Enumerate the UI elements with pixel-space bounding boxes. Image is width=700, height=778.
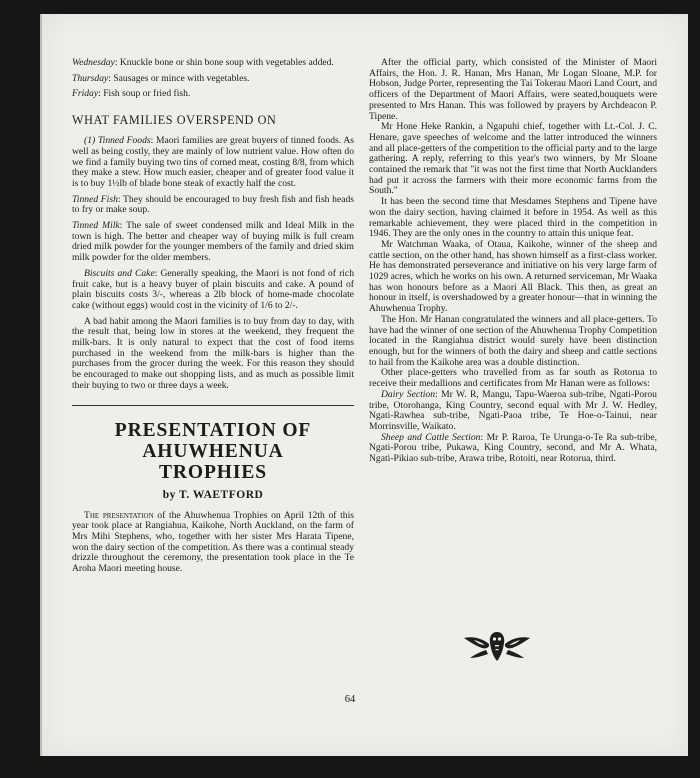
paragraph-bad-habit: A bad habit among the Maori families is to buy from day to day, with the result that, being low in stores at the weekend, they frequent the milk-bars. It is only natural to expect that the cost of food items purchased in the weekend from the milk-bars is higher than the purchases from the grocer during the week. For this reason they should be encouraged to make out shopping lists, and as much as possible limit their buying to two or three days a week. [72, 315, 354, 391]
page-number: 64 [344, 694, 356, 705]
article-byline: by T. WAETFORD [162, 488, 264, 501]
paragraph-biscuits [72, 269, 354, 312]
title-line: PRESENTATION OF [114, 419, 312, 441]
menu-day-label: Thursday [72, 72, 109, 84]
paragraph-label: (1) Tinned Foods [84, 135, 151, 147]
menu-wednesday [72, 58, 354, 69]
paragraph-tinned-foods [72, 136, 354, 190]
paragraph-text: : Mr P. Raroa, Te Urunga-o-Te Ra sub-tribe, Ngati-Porou tribe, Pukawa, King Country, second, and Mr A. Whata, Ngati-Pikiao sub-tribe, Arawa tribe, Rotoiti, near Rotorua, third. [369, 431, 658, 465]
paragraph-label: Dairy Section [381, 388, 436, 400]
section-heading: WHAT FAMILIES OVERSPEND ON [72, 113, 277, 128]
menu-text: : Fish soup or fried fish. [98, 88, 191, 100]
title-line: AHUWHENUA [142, 440, 284, 462]
paragraph-sheep-cattle-section [369, 433, 657, 465]
paragraph-text: : They should be encouraged to buy fresh fish and fish heads to fry or make soup. [72, 193, 355, 216]
menu-text: : Sausages or mince with vegetables. [108, 72, 250, 84]
paragraph-label: Sheep and Cattle Section [381, 431, 481, 443]
menu-day-label: Friday [72, 88, 99, 100]
intro-lead-in: The presentation [84, 509, 154, 521]
menu-friday [72, 89, 354, 100]
paragraph-text: : Generally speaking, the Maori is not fond of rich fruit cake, but is a heavy buyer of plain biscuits and cake. A pound of plain biscuits costs 3/-, whereas a 2lb block of home-made chocolate cake (without eggs) would cost in the vicinity of 1/6 to 2/-. [72, 267, 354, 311]
paragraph-label: Tinned Fish [72, 193, 118, 205]
paragraph-label: Biscuits and Cake [84, 267, 155, 279]
paragraph-tinned-milk [72, 221, 354, 264]
article-title [72, 420, 354, 483]
paragraph-label: Tinned Milk [72, 220, 120, 232]
paragraph: After the official party, which consisted of the Minister of Maori Affairs, the Hon. J. R. Hanan, Mrs Hanan, Mr Logan Sloane, M.P. for Hobson, Judge Porter, representing the Tai Tokerau Maori Land Court, and officers of the Department of Maori Affairs, were seated,bouquets were presented to Mrs Hanan. This was followed by prayers by Archdeacon P. Tipene. [369, 57, 657, 122]
intro-text: of the Ahuwhenua Trophies on April 12th of this year took place at Rangiahua, Kaikohe, North Auckland, on the farm of Mrs Mihi Stephens, who, together with her sister Mrs Harata Tipene, won the dairy section of the competition. As there was a continual steady drizzle throughout the ceremony, the presentation took place in the Te Aroha Maori meeting house. [72, 509, 354, 575]
paragraph: Mr Watchman Waaka, of Otaua, Kaikohe, winner of the sheep and cattle section, on the other hand, has shown himself as a first-class worker. He has demonstrated perseverance and initiative on his very large farm of 1029 acres, which he works on his own. A returned serviceman, Mr Waaka has won honours before as a Maori All Black. This then, as great an honour in itself, is overshadowed by a greater honour—that in winning the Ahuwhenua Trophy. [369, 238, 657, 315]
paragraph-text: : Maori families are great buyers of tinned foods. As well as being costly, they are mainly of low nutrient value. How often do we find a family buying two tins of corned meat, costing 8/8, from which they make a stew. How much easier, cheaper and of greater food value it is to buy 1½lb of blade bone steak of exactly half the cost. [72, 135, 354, 189]
paragraph: The Hon. Mr Hanan congratulated the winners and all place-getters. To have had the winner of one section of the Ahuwhenua Trophy Competition located in the Rangiahua district would surely have been distinction enough, but for the winners of both the dairy and sheep and cattle sections to hail from the Kaikohe area was a double distinction. [369, 313, 657, 368]
paragraph-text: : The sale of sweet condensed milk and Ideal Milk in the town is high. The better and cheaper way of buying milk is full cream dried milk powder for the younger members of the family and dried skim milk powder for the older members. [72, 220, 354, 264]
section-divider [72, 405, 354, 406]
title-line: TROPHIES [159, 461, 267, 483]
menu-day-label: Wednesday [72, 57, 115, 68]
right-column [369, 58, 657, 465]
paragraph-dairy-section [369, 390, 657, 433]
paragraph: It has been the second time that Mesdames Stephens and Tipene have won the dairy section, having claimed it before in 1954. As well as this remarkable achievement, they were placed third in the competition in 1946. They are the only ones in the country to attain this unique feat. [369, 196, 657, 240]
paragraph-text: : Mr W. R, Mangu, Tapu-Waeroa sub-tribe, Ngati-Porou tribe, Otorohanga, King Country, second equal with Mr J. W. Hedley, Ngati-Rawhea sub-tribe, Ngati-Paoa tribe, Te Hoe-o-Tainui, near Morrinsville, Waikato. [369, 388, 657, 432]
maori-carving-ornament-icon [462, 628, 532, 664]
paragraph: Other place-getters who travelled from as far south as Rotorua to receive their medallions and certificates from Mr Hanan were as follows: [369, 367, 657, 390]
article-intro [72, 511, 354, 575]
menu-thursday [72, 74, 354, 85]
paragraph-tinned-fish [72, 195, 354, 216]
left-column [72, 58, 354, 575]
paragraph: Mr Hone Heke Rankin, a Ngapuhi chief, together with Lt.-Col. J. C. Henare, gave speeches of welcome and the latter introduced the winners and all place-getters of the competition to the official party and to the large gathering. A reply, referring to this year's two winners, by Mr Sloane contained the remark that "it was not the first time that North Aucklanders had put it across the farmers with their more economic farms from the South." [369, 121, 657, 197]
menu-text: : Knuckle bone or shin bone soup with vegetables added. [114, 57, 334, 68]
